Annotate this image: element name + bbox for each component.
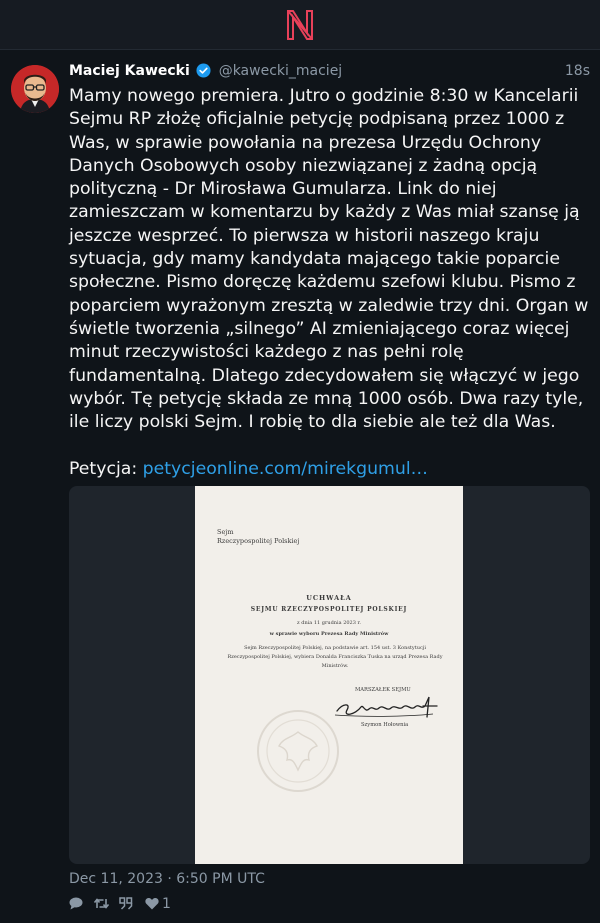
signature-icon — [333, 693, 445, 723]
top-navbar — [0, 0, 600, 50]
embossed-seal-icon — [255, 708, 341, 794]
verified-icon — [196, 63, 211, 78]
petition-label: Petycja: — [69, 458, 143, 479]
tweet-attachment-image[interactable] — [69, 486, 590, 864]
tweet-petition-line — [69, 458, 590, 481]
avatar[interactable] — [11, 65, 59, 113]
document-topic: w sprawie wyboru Prezesa Rady Ministrów — [269, 631, 389, 637]
document-photo — [195, 486, 463, 864]
comment-icon — [69, 897, 83, 910]
document-heading-line2: Rzeczypospolitej Polskiej — [217, 537, 300, 545]
document-date: z dnia 11 grudnia 2023 r. — [297, 620, 361, 626]
tweet-content — [69, 85, 590, 481]
heart-icon — [145, 897, 159, 910]
petition-link[interactable]: petycjeonline.com/mirekgumul… — [142, 458, 428, 479]
tweet-header — [69, 61, 590, 81]
quote-stat[interactable] — [119, 895, 135, 913]
tweet-text: Mamy nowego premiera. Jutro o godzinie 8:30 w Kancelarii Sejmu RP złożę oficjalnie petycję podpisaną przez 1000 z Was, w sprawie powołania na prezesa Urzędu Ochrony Danych Osobowych osoby niezwiązanej z żadną opcją polityczną - Dr Mirosława Gumularza. Link do niej zamieszczam w komentarzu by każdy z Was miał szansę ją jeszcze wesprzeć. To pierwsza w historii naszego kraju sytuacja, gdy mamy kandydata mającego takie poparcie społeczne. Pismo doręczę każdemu szefowi klubu. Pismo z poparciem wyrażonym zresztą w zaledwie trzy dni. Organ w świetle tworzenia „silnego” AI zmieniającego coraz więcej minut rzeczywistości każdego z nas pełni rolę fundamentalną. Dlatego zdecydowałem się włączyć w jego wybór. Tę petycję składa ze mną 1000 osób. Dwa razy tyle, ile liczy polski Sejm. I robię to dla siebie ale też dla Was. — [69, 86, 589, 433]
document-marshal-title: MARSZAŁEK SEJMU — [355, 687, 411, 693]
document-heading — [217, 528, 299, 546]
nitter-logo-icon[interactable] — [285, 9, 315, 41]
quote-icon — [119, 897, 133, 910]
reply-stat[interactable] — [69, 895, 85, 913]
document-body: Sejm Rzeczypospolitej Polskiej, na podstawie art. 154 ust. 3 Konstytucji Rzeczypospolitej Polskiej, wybiera Donalda Franciszka Tuska na urząd Prezesa Rady Ministrów. — [227, 645, 443, 669]
document-marshal-name: Szymon Hołownia — [361, 722, 409, 728]
author-fullname[interactable]: Maciej Kawecki — [69, 63, 190, 79]
document-title: UCHWAŁA — [306, 594, 352, 602]
like-count: 1 — [162, 896, 171, 912]
document-heading-line1: Sejm — [217, 528, 234, 536]
avatar-illustration-icon — [11, 65, 59, 113]
like-stat[interactable] — [145, 895, 175, 913]
retweet-icon — [94, 897, 109, 910]
tweet — [0, 50, 600, 923]
author-username[interactable]: @kawecki_maciej — [218, 63, 343, 79]
retweet-stat[interactable] — [94, 895, 110, 913]
document-subtitle: SEJMU RZECZYPOSPOLITEJ POLSKIEJ — [250, 606, 408, 613]
tweet-timestamp[interactable]: 18s — [564, 63, 590, 79]
tweet-published-date[interactable]: Dec 11, 2023 · 6:50 PM UTC — [69, 871, 265, 887]
